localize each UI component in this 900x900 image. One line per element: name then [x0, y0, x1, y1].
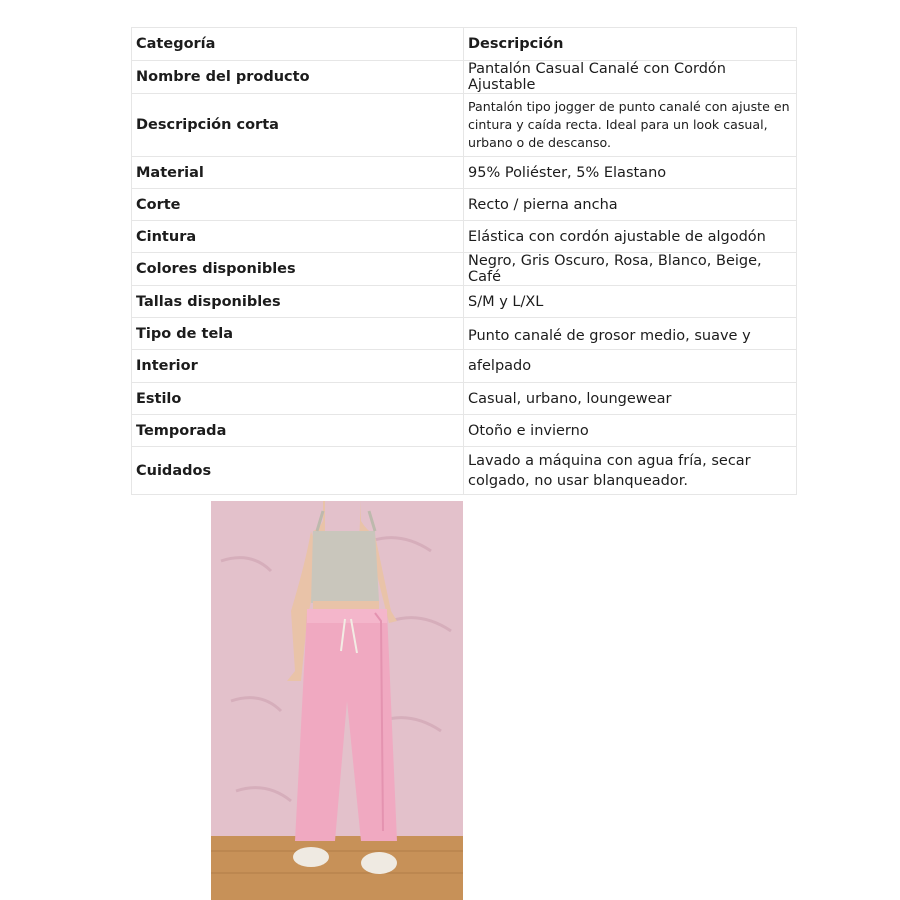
row-value: Otoño e invierno [464, 415, 797, 447]
header-category: Categoría [132, 28, 464, 61]
tank-top [311, 531, 379, 603]
row-key: Nombre del producto [132, 61, 464, 94]
table-row [132, 318, 797, 350]
row-key: Material [132, 157, 464, 189]
row-key: Corte [132, 189, 464, 221]
product-photo [211, 501, 463, 900]
row-value: 95% Poliéster, 5% Elastano [464, 157, 797, 189]
product-spec-table [131, 27, 797, 495]
table-row [132, 157, 797, 189]
right-sneaker [361, 852, 397, 874]
row-key: Colores disponibles [132, 253, 464, 286]
row-key: Cintura [132, 221, 464, 253]
waistband [307, 609, 387, 623]
row-value [464, 318, 797, 350]
row-key: Tipo de tela [132, 318, 464, 350]
row-value: Pantalón Casual Canalé con Cordón Ajustable [464, 61, 797, 94]
row-key: Tallas disponibles [132, 286, 464, 318]
row-value: Recto / pierna ancha [464, 189, 797, 221]
row-key: Temporada [132, 415, 464, 447]
table-row [132, 447, 797, 495]
row-value: Elástica con cordón ajustable de algodón [464, 221, 797, 253]
table-row [132, 189, 797, 221]
wooden-floor [211, 836, 463, 900]
row-value: afelpado [464, 350, 797, 383]
left-sneaker [293, 847, 329, 867]
row-key: Estilo [132, 383, 464, 415]
header-description: Descripción [464, 28, 797, 61]
table-row [132, 221, 797, 253]
table-row [132, 350, 797, 383]
table-row [132, 383, 797, 415]
row-key: Cuidados [132, 447, 464, 495]
row-value: Negro, Gris Oscuro, Rosa, Blanco, Beige, Café [464, 253, 797, 286]
row-value: Casual, urbano, loungewear [464, 383, 797, 415]
clipped-text: Punto canalé de grosor medio, suave y [468, 327, 751, 344]
table-row [132, 286, 797, 318]
table-row [132, 94, 797, 157]
table-header-row [132, 28, 797, 61]
table-row [132, 253, 797, 286]
model-wearing-pants-illustration [211, 501, 463, 900]
table-row [132, 61, 797, 94]
table-row [132, 415, 797, 447]
row-key: Descripción corta [132, 94, 464, 157]
row-value: Lavado a máquina con agua fría, secar colgado, no usar blanqueador. [464, 447, 797, 495]
row-value: S/M y L/XL [464, 286, 797, 318]
row-value: Pantalón tipo jogger de punto canalé con ajuste en cintura y caída recta. Ideal para un look casual, urbano o de descanso. [464, 94, 797, 157]
row-key: Interior [132, 350, 464, 383]
